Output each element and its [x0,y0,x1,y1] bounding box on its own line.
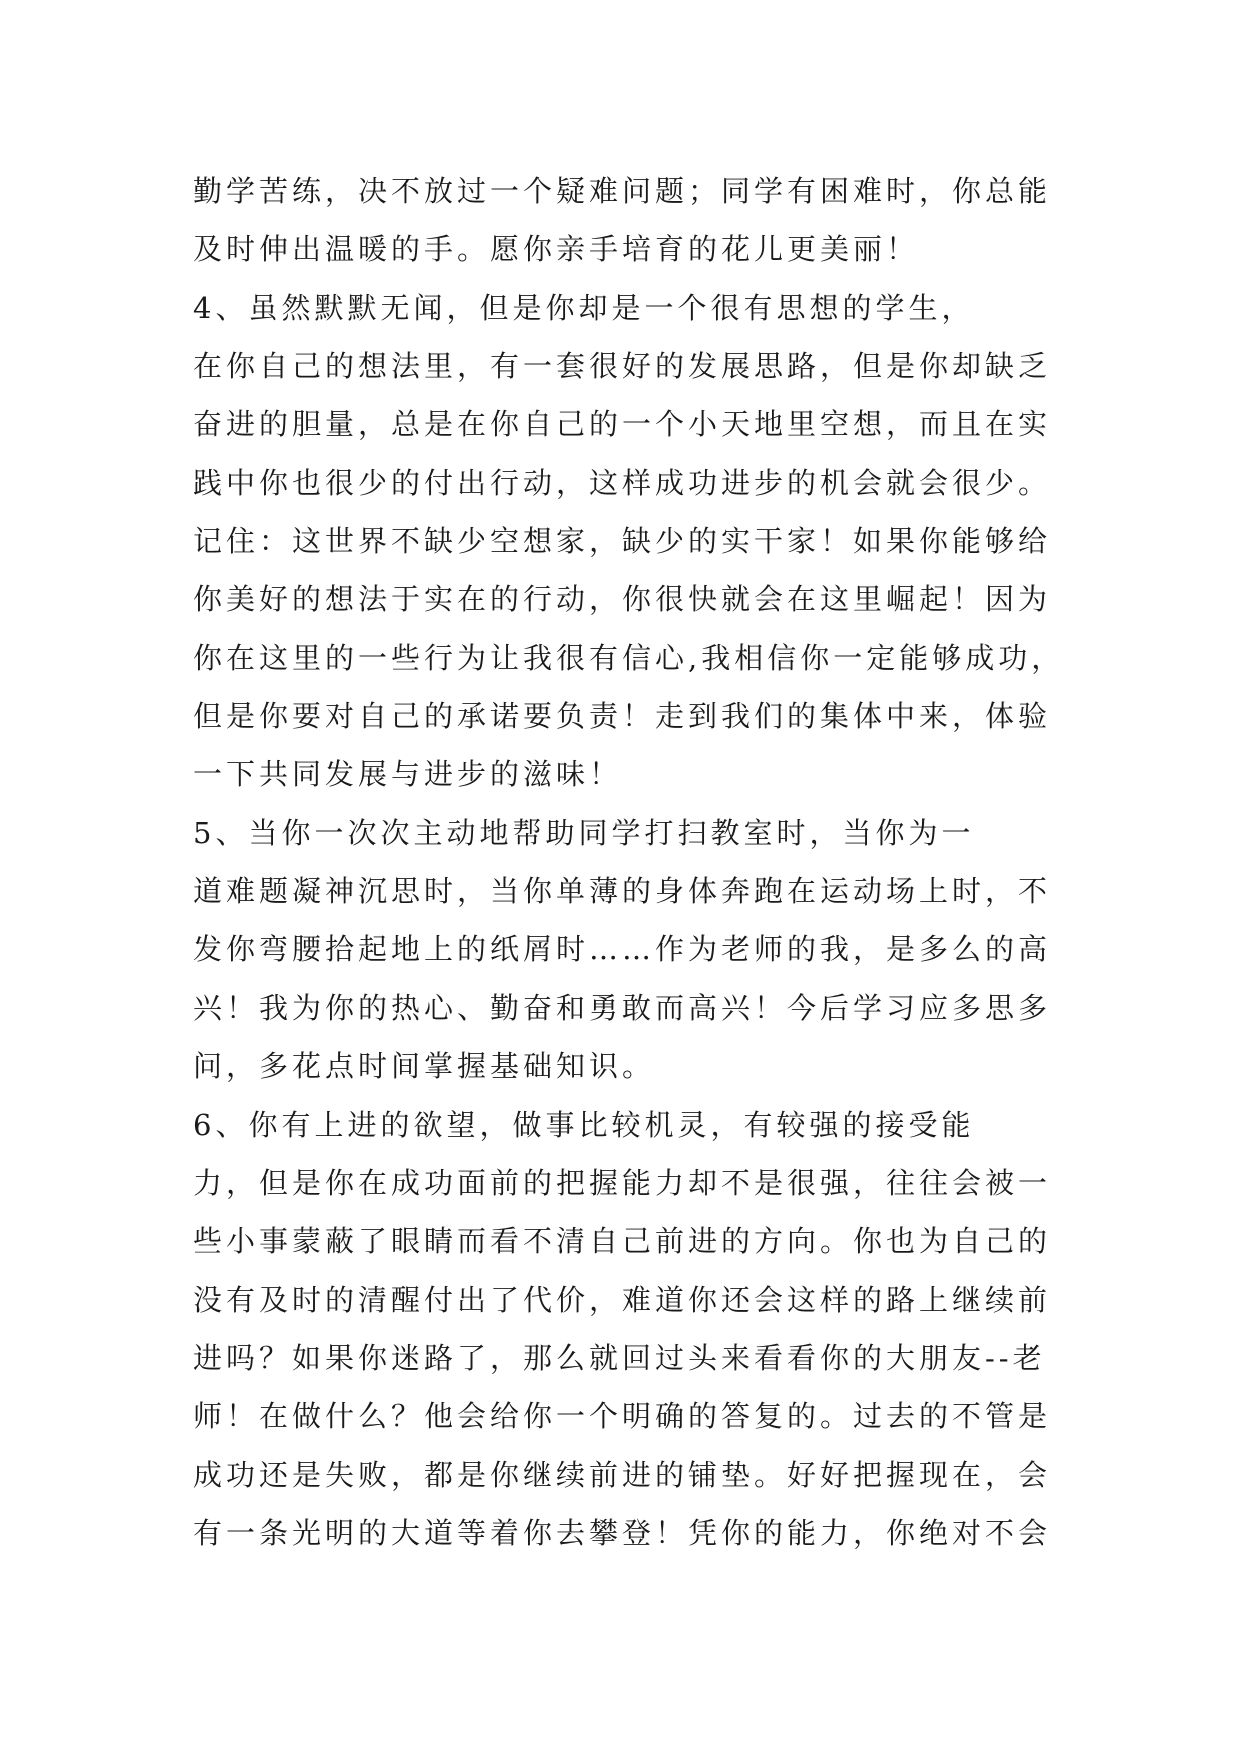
text-line: 勤学苦练，决不放过一个疑难问题；同学有困难时，你总能 [193,174,1052,208]
text-line: 你美好的想法于实在的行动，你很快就会在这里崛起！因为 [193,582,1052,617]
body-text [193,162,1065,1562]
text-line: 发你弯腰拾起地上的纸屑时……作为老师的我，是多么的高 [193,932,1052,967]
text-line: 力，但是你在成功面前的把握能力却不是很强，往往会被一 [193,1165,1052,1200]
text-line: 6、你有上进的欲望，做事比较机灵，有较强的接受能 [193,1107,975,1142]
text-line: 成功还是失败，都是你继续前进的铺垫。好好把握现在，会 [193,1457,1052,1492]
text-line: 没有及时的清醒付出了代价，难道你还会这样的路上继续前 [193,1282,1052,1317]
text-line: 奋进的胆量，总是在你自己的一个小天地里空想，而且在实 [193,407,1052,442]
text-line: 一下共同发展与进步的滋味！ [193,757,623,792]
text-line: 师！在做什么？他会给你一个明确的答复的。过去的不管是 [193,1399,1052,1434]
text-line: 些小事蒙蔽了眼睛而看不清自己前进的方向。你也为自己的 [193,1224,1052,1259]
text-line: 4、虽然默默无闻，但是你却是一个很有思想的学生， [193,290,975,325]
text-line: 有一条光明的大道等着你去攀登！凭你的能力，你绝对不会 [193,1515,1052,1550]
text-line: 道难题凝神沉思时，当你单薄的身体奔跑在运动场上时，不 [193,874,1052,909]
text-line: 进吗？如果你迷路了，那么就回过头来看看你的大朋友--老 [193,1340,1046,1375]
text-line: 你在这里的一些行为让我很有信心,我相信你一定能够成功， [193,640,1065,675]
text-line: 但是你要对自己的承诺要负责！走到我们的集体中来，体验 [193,699,1052,734]
text-line: 5、当你一次次主动地帮助同学打扫教室时，当你为一 [193,815,975,850]
text-line: 记住：这世界不缺少空想家，缺少的实干家！如果你能够给 [193,524,1052,559]
text-line: 问，多花点时间掌握基础知识。 [193,1049,656,1084]
text-line: 践中你也很少的付出行动，这样成功进步的机会就会很少。 [193,465,1052,500]
text-line: 在你自己的想法里，有一套很好的发展思路，但是你却缺乏 [193,349,1052,384]
text-line: 及时伸出温暖的手。愿你亲手培育的花儿更美丽！ [193,232,920,267]
text-line: 兴！我为你的热心、勤奋和勇敢而高兴！今后学习应多思多 [193,990,1052,1025]
